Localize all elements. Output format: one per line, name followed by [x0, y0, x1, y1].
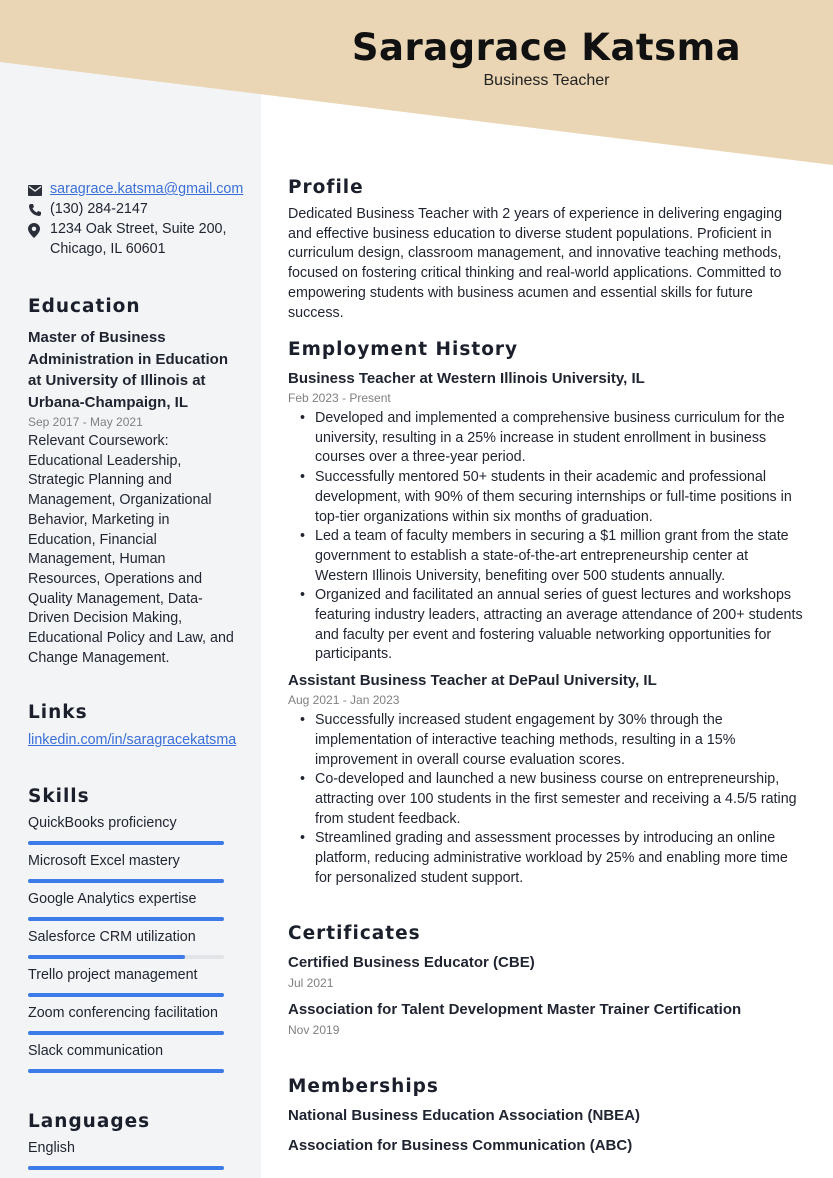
memberships-heading: Memberships — [288, 1076, 439, 1097]
links-heading: Links — [28, 702, 88, 723]
skill-level-fill — [28, 955, 185, 959]
language-name: English — [28, 1140, 75, 1156]
candidate-title: Business Teacher — [483, 72, 610, 89]
skill-level-bar — [28, 1031, 224, 1035]
bullet-item: • Successfully mentored 50+ students in their academic and professional development, with 90% of them securing internships or full-time positions in top-tier organizations within six months of graduation. — [298, 468, 803, 527]
job-title: Business Teacher at Western Illinois University, IL — [288, 370, 645, 387]
bullet-item: • Developed and implemented a comprehensive business curriculum for the university, resulting in a 25% increase in student enrollment in business courses over a three-year period. — [298, 409, 803, 468]
skill-item — [28, 929, 224, 945]
bullet-item: • Led a team of faculty members in securing a $1 million grant from the state government to establish a state-of-the-art entrepreneurship center at Western Illinois University, benefiting over 500 students annually. — [298, 527, 803, 586]
employment-heading: Employment History — [288, 339, 519, 360]
membership-item — [288, 1106, 803, 1126]
job-bullets — [298, 409, 803, 665]
address-line-1: 1234 Oak Street, Suite 200, — [50, 221, 227, 237]
certificate-name: Certified Business Educator (CBE) — [288, 954, 535, 971]
skill-item — [28, 891, 224, 907]
skill-item — [28, 967, 224, 983]
skill-level-bar — [28, 917, 224, 921]
certificates-heading: Certificates — [288, 923, 421, 944]
language-item — [28, 1140, 224, 1156]
skill-level-bar — [28, 841, 224, 845]
candidate-name: Saragrace Katsma — [351, 26, 742, 69]
map-pin-icon — [28, 220, 50, 245]
skill-level-fill — [28, 993, 224, 997]
links-list — [28, 731, 238, 751]
skill-level-fill — [28, 1031, 224, 1035]
contact-address — [28, 220, 226, 259]
header — [260, 24, 833, 90]
education-entry — [28, 327, 238, 668]
job-dates: Aug 2021 - Jan 2023 — [288, 693, 400, 708]
language-level-fill — [28, 1166, 224, 1170]
skill-level-fill — [28, 917, 224, 921]
skill-name: Slack communication — [28, 1043, 164, 1059]
skill-name: Microsoft Excel mastery — [28, 853, 180, 869]
linkedin-link[interactable]: linkedin.com/in/saragracekatsma — [28, 732, 237, 748]
certificate-date: Jul 2021 — [288, 976, 334, 990]
email-link[interactable]: saragrace.katsma@gmail.com — [50, 181, 244, 197]
education-coursework: Relevant Coursework: Educational Leadership, Strategic Planning and Management, Organizational Behavior, Marketing in Education, Financial Management, Human Resources, Operations and Quality Management, Data-Driven Decision Making, Educational Policy and Law, and Change Management. — [28, 433, 234, 666]
certificate-entry — [288, 953, 803, 991]
education-heading: Education — [28, 296, 141, 317]
skill-level-fill — [28, 841, 224, 845]
job-entry — [288, 671, 803, 888]
skill-name: Zoom conferencing facilitation — [28, 1005, 218, 1021]
profile-heading: Profile — [288, 177, 364, 198]
job-entry — [288, 369, 803, 665]
employment-list — [288, 369, 803, 888]
bullet-item: • Streamlined grading and assessment processes by introducing an online platform, reducing administrative workload by 25% and enabling more time for personalized student support. — [298, 829, 803, 888]
skill-level-bar — [28, 993, 224, 997]
address-line-2: Chicago, IL 60601 — [50, 240, 166, 257]
bullet-item: • Successfully increased student engagement by 30% through the implementation of interactive teaching methods, resulting in a 15% improvement in overall course evaluation scores. — [298, 711, 803, 770]
education-degree: Master of Business Administration in Education at University of Illinois at Urbana-Champaign, IL — [28, 329, 229, 411]
job-dates: Feb 2023 - Present — [288, 391, 391, 405]
skill-name: QuickBooks proficiency — [28, 815, 177, 831]
phone-number: (130) 284-2147 — [50, 201, 148, 217]
certificate-entry — [288, 1000, 803, 1038]
skill-item — [28, 815, 224, 831]
skill-name: Trello project management — [28, 967, 198, 983]
skill-name: Google Analytics expertise — [28, 891, 197, 907]
bullet-item: • Co-developed and launched a new business course on entrepreneurship, attracting over 100 students in the first semester and receiving a 4.5/5 rating from student feedback. — [298, 770, 803, 829]
skill-level-bar — [28, 879, 224, 883]
skill-item — [28, 853, 224, 869]
profile-text: Dedicated Business Teacher with 2 years of experience in delivering engaging and effective business education to diverse student populations. Proficient in curriculum design, classroom management, and innovative teaching methods, focused on fostering critical thinking and real-world applications. Committed to empowering students with business acumen and essential skills for future success. — [288, 206, 783, 321]
education-dates: Sep 2017 - May 2021 — [28, 415, 143, 429]
skill-level-bar — [28, 955, 224, 959]
job-title: Assistant Business Teacher at DePaul University, IL — [288, 672, 657, 690]
membership-name: Association for Business Communication (ABC) — [288, 1137, 633, 1154]
skill-level-bar — [28, 1069, 224, 1073]
skill-level-fill — [28, 879, 224, 883]
bullet-item: • Organized and facilitated an annual series of guest lectures and workshops featuring industry leaders, attracting an average attendance of 200+ students and faculty per event and fostering valuable networking opportunities for participants. — [298, 586, 803, 665]
membership-item — [288, 1136, 803, 1156]
job-bullets — [298, 711, 803, 888]
skill-level-fill — [28, 1069, 224, 1073]
skill-name: Salesforce CRM utilization — [28, 929, 196, 945]
skill-item — [28, 1005, 224, 1021]
languages-heading: Languages — [28, 1111, 151, 1132]
membership-name: National Business Education Association (NBEA) — [288, 1107, 640, 1124]
certificate-date: Nov 2019 — [288, 1023, 340, 1037]
skill-item — [28, 1043, 224, 1059]
language-level-bar — [28, 1166, 224, 1170]
certificate-name: Association for Talent Development Master Trainer Certification — [288, 1001, 742, 1018]
skills-heading: Skills — [28, 786, 90, 807]
